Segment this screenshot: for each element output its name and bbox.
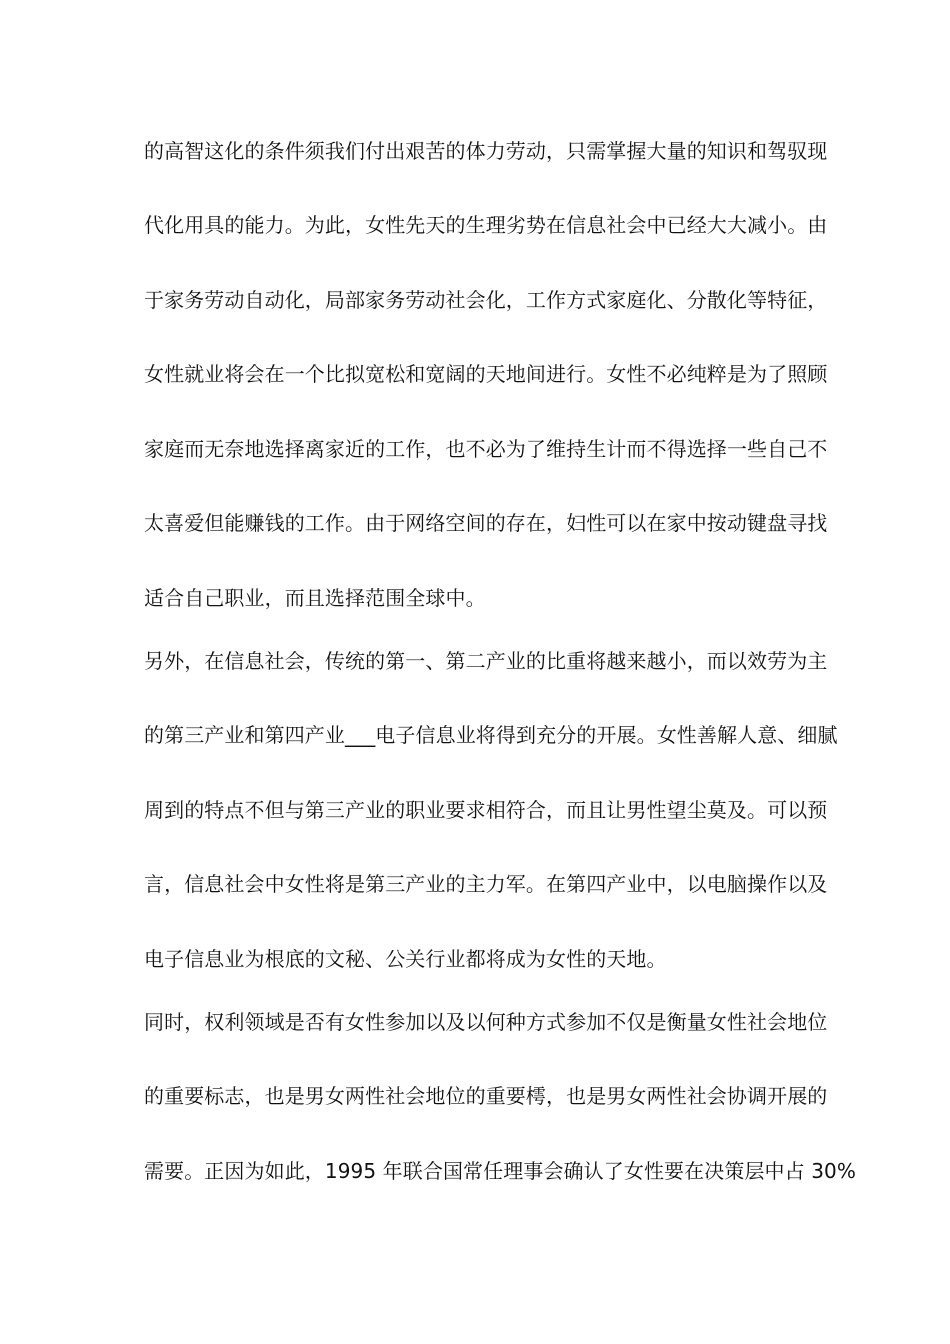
text-line: 的高智这化的条件须我们付出艰苦的体力劳动，只需掌握大量的知识和驾驭现 — [144, 139, 828, 163]
text-line: 言，信息社会中女性将是第三产业的主力军。在第四产业中，以电脑操作以及 — [144, 872, 828, 896]
text-line: 需要。正因为如此，1995 年联合国常任理事会确认了女性要在决策层中占 30% — [144, 1159, 856, 1183]
text-line: 电子信息业为根底的文秘、公关行业都将成为女性的天地。 — [144, 947, 667, 971]
paragraph-start-line: 另外，在信息社会，传统的第一、第二产业的比重将越来越小，而以效劳为主 — [144, 649, 828, 673]
text-line: 代化用具的能力。为此，女性先天的生理劣势在信息社会中已经大大减小。由 — [144, 213, 828, 237]
text-line: 太喜爱但能赚钱的工作。由于网络空间的存在，妇性可以在家中按动键盘寻找 — [144, 511, 828, 535]
text-line: 女性就业将会在一个比拟宽松和宽阔的天地间进行。女性不必纯粹是为了照顾 — [144, 362, 828, 386]
paragraph-start-line: 同时，权利领域是否有女性参加以及以何种方式参加不仅是衡量女性社会地位 — [144, 1010, 828, 1034]
text-line: 家庭而无奈地选择离家近的工作，也不必为了维持生计而不得选择一些自己不 — [144, 437, 828, 461]
text-line: 周到的特点不但与第三产业的职业要求相符合，而且让男性望尘莫及。可以预 — [144, 798, 828, 822]
text-line: 适合自己职业，而且选择范围全球中。 — [144, 586, 486, 610]
text-line: 的重要标志，也是男女两性社会地位的重要樗，也是男女两性社会协调开展的 — [144, 1084, 828, 1108]
text-line: 的第三产业和第四产业___电子信息业将得到充分的开展。女性善解人意、细腻 — [144, 723, 838, 747]
text-line: 于家务劳动自动化，局部家务劳动社会化，工作方式家庭化、分散化等特征， — [144, 288, 828, 312]
